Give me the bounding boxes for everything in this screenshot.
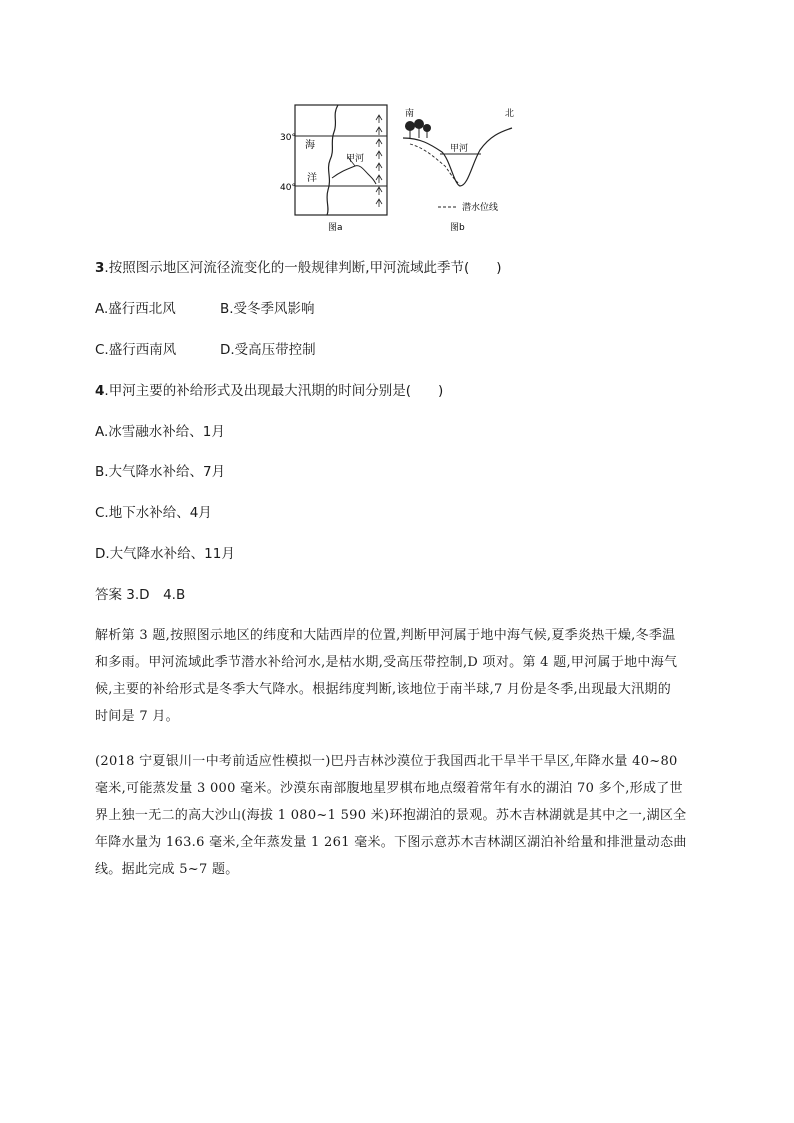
question-4: [95, 381, 443, 401]
question-4-text: .甲河主要的补给形式及出现最大汛期的时间分别是( ): [104, 383, 444, 399]
q3-option-c[interactable]: C.盛行西南风: [95, 342, 177, 358]
passage-line: 年降水量为 163.6 毫米,全年蒸发量 1 261 毫米。下图示意苏木吉林湖区湖泊补给量和排泄量动态曲: [95, 835, 687, 850]
coastline: [327, 105, 338, 215]
q4-option-c[interactable]: C.地下水补给、4月: [95, 505, 212, 521]
question-3: [95, 258, 502, 278]
sea-label-1: 海: [305, 140, 315, 151]
explanation-line: 和多雨。甲河流域此季节潜水补给河水,是枯水期,受高压带控制,D 项对。第 4 题,甲河属于地中海气: [95, 655, 678, 670]
figure-a-frame: [295, 105, 387, 215]
river-label-b: 甲河: [450, 144, 469, 154]
lat-30-label: 30°: [280, 133, 296, 143]
q3-option-a[interactable]: A.盛行西北风: [95, 301, 176, 317]
q3-option-b[interactable]: B.受冬季风影响: [220, 301, 315, 317]
south-label: 南: [405, 109, 415, 119]
explanation-paragraph: [95, 622, 715, 730]
passage-line: 线。据此完成 5~7 题。: [95, 862, 239, 877]
question-3-number: 3: [95, 260, 105, 276]
passage-paragraph: [95, 748, 715, 883]
map-figure-svg: [280, 100, 520, 235]
answer-line: 答案 3.D 4.B: [95, 587, 186, 603]
q4-option-d[interactable]: D.大气降水补给、11月: [95, 546, 235, 562]
passage-line: (2018 宁夏银川一中考前适应性模拟一)巴丹吉林沙漠位于我国西北干旱半干旱区,年降水量 40~80: [95, 754, 678, 769]
north-label: 北: [505, 109, 515, 119]
question-3-options-row-1: [95, 299, 315, 319]
map-figure: [280, 100, 520, 235]
q4-option-a[interactable]: A.冰雪融水补给、1月: [95, 424, 225, 440]
explanation-line: 解析第 3 题,按照图示地区的纬度和大陆西岸的位置,判断甲河属于地中海气候,夏季炎热干燥,冬季温: [95, 628, 676, 643]
river-jia: [332, 166, 376, 184]
tree-icons: [405, 119, 431, 138]
mountain-icons: [376, 115, 382, 207]
q4-option-b[interactable]: B.大气降水补给、7月: [95, 464, 226, 480]
legend-water-table: 潜水位线: [462, 203, 499, 213]
caption-a: 图a: [328, 223, 343, 233]
sea-label-2: 洋: [307, 173, 317, 184]
river-label-a: 甲河: [346, 154, 365, 164]
explanation-line: 候,主要的补给形式是冬季大气降水。根据纬度判断,该地位于南半球,7 月份是冬季,出现最大汛期的: [95, 682, 672, 697]
question-3-options-row-2: [95, 340, 316, 360]
explanation-line: 时间是 7 月。: [95, 709, 179, 724]
lat-40-label: 40°: [280, 183, 296, 193]
passage-line: 毫米,可能蒸发量 3 000 毫米。沙漠东南部腹地星罗棋布地点缀着常年有水的湖泊 70 多个,形成了世: [95, 781, 683, 796]
question-4-number: 4: [95, 383, 105, 399]
caption-b: 图b: [450, 223, 465, 233]
question-3-text: .按照图示地区河流径流变化的一般规律判断,甲河流域此季节( ): [104, 260, 502, 276]
passage-line: 界上独一无二的高大沙山(海拔 1 080~1 590 米)环抱湖泊的景观。苏木吉林湖就是其中之一,湖区全: [95, 808, 687, 823]
q3-option-d[interactable]: D.受高压带控制: [220, 342, 316, 358]
